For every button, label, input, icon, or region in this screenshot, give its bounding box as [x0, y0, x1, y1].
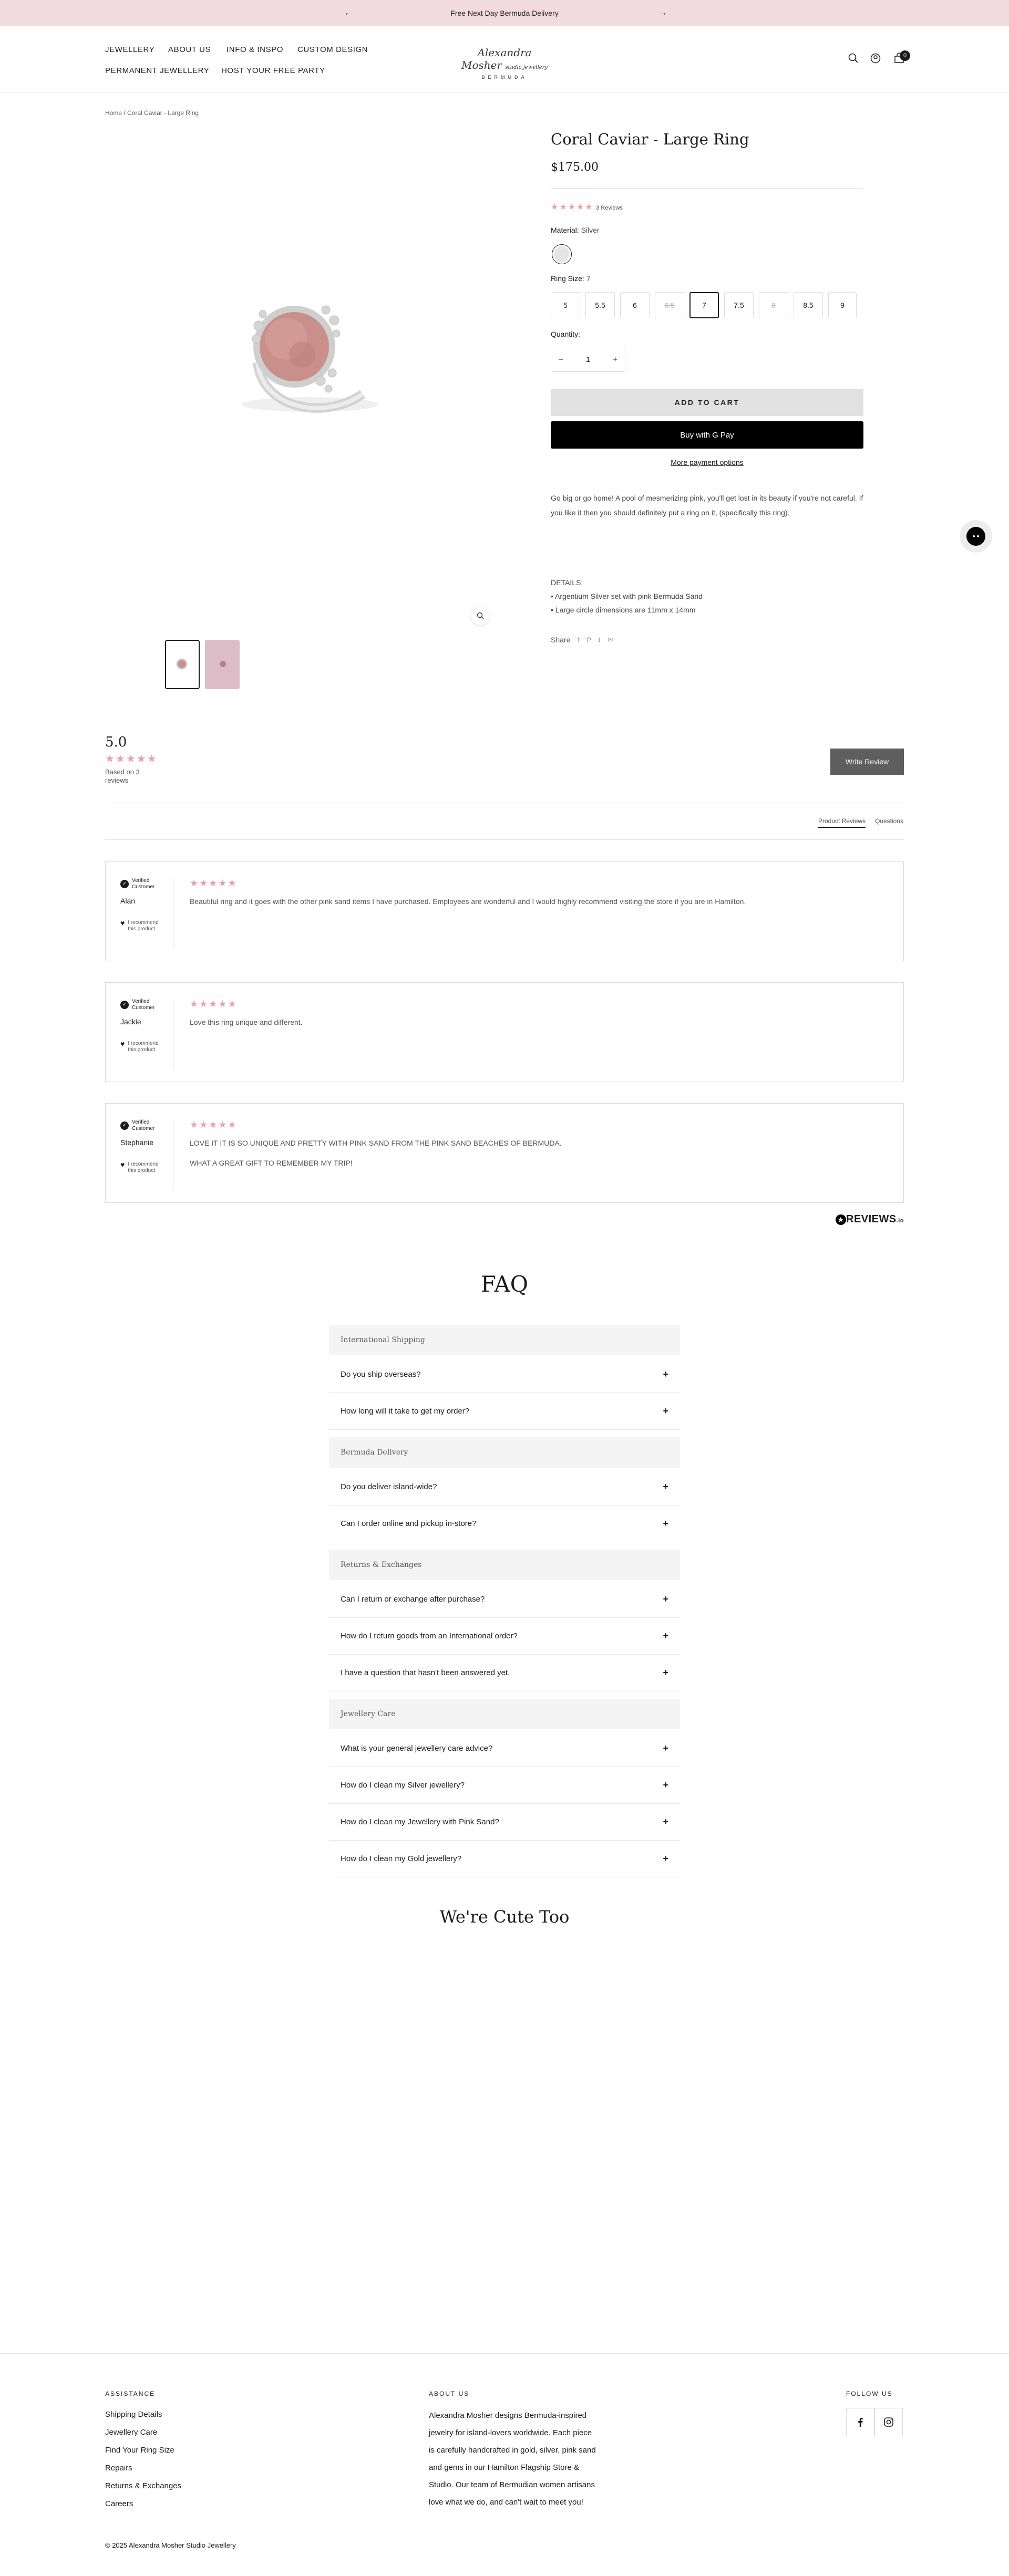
footer-assistance-heading: ASSISTANCE	[105, 2390, 156, 2397]
footer-copyright: © 2025 Alexandra Mosher Studio Jewellery	[105, 2541, 236, 2549]
nav-host-party[interactable]: HOST YOUR FREE PARTY	[221, 66, 325, 75]
review-average-stars: ★★★★★	[105, 753, 158, 765]
faq-question[interactable]: I have a question that hasn't been answered yet. +	[329, 1655, 680, 1691]
review-text: LOVE IT IT IS SO UNIQUE AND PRETTY WITH PINK SAND FROM THE PINK SAND BEACHES OF BERMUDA.	[190, 1139, 562, 1147]
announcement-bar	[0, 0, 1009, 26]
share-label: Share	[551, 636, 571, 644]
faq-question[interactable]: Can I order online and pickup in-store? +	[329, 1505, 680, 1542]
footer-about-heading: ABOUT US	[429, 2390, 470, 2397]
facebook-icon[interactable]	[846, 2408, 874, 2436]
nav-info-inspo[interactable]: INFO & INSPO	[226, 45, 284, 54]
gpay-logo: G Pay	[712, 430, 734, 440]
breadcrumb-current: Coral Caviar - Large Ring	[127, 109, 199, 117]
recommend-badge: ♥ I recommend this product	[120, 1040, 159, 1053]
footer-follow-heading: FOLLOW US	[846, 2390, 893, 2397]
plus-icon: +	[663, 1518, 668, 1529]
chat-icon	[966, 527, 985, 546]
footer-link[interactable]: Careers	[105, 2499, 133, 2508]
faq-category: Jewellery Care	[329, 1699, 680, 1729]
footer-about-text: Alexandra Mosher designs Bermuda-inspired jewelry for island-lovers worldwide. Each piece is carefully handcrafted in gold, silver, pink sand and gems in our Hamilton Flagship Store & Studio. Our team of Bermudian women artisans love what we do, and can't wait to meet you!	[429, 2411, 596, 2507]
search-icon[interactable]	[848, 53, 859, 64]
details-item: • Large circle dimensions are 11mm x 14mm	[551, 606, 696, 614]
faq-title: FAQ	[480, 1271, 529, 1297]
cart-count-badge: 0	[900, 50, 910, 61]
plus-icon: +	[663, 1743, 668, 1753]
size-option[interactable]: 6.5	[655, 292, 684, 318]
reviews-star-icon: ★	[836, 1214, 846, 1225]
nav-custom-design[interactable]: CUSTOM DESIGN	[297, 45, 368, 54]
quantity-stepper	[551, 347, 625, 372]
email-share-icon[interactable]: ✉	[608, 636, 613, 643]
material-value: Silver	[581, 226, 600, 234]
size-option[interactable]: 5	[551, 292, 580, 318]
footer-link[interactable]: Shipping Details	[105, 2410, 162, 2419]
reviewer-name: Stephanie	[120, 1138, 154, 1147]
plus-icon: +	[663, 1406, 668, 1416]
review-stars: ★★★★★	[190, 1119, 238, 1130]
add-to-cart-button[interactable]: ADD TO CART	[551, 389, 863, 416]
review-text: Love this ring unique and different.	[190, 1018, 303, 1026]
faq-question[interactable]: How long will it take to get my order? +	[329, 1393, 680, 1430]
product-title: Coral Caviar - Large Ring	[551, 130, 749, 148]
faq-question[interactable]: How do I clean my Gold jewellery? +	[329, 1841, 680, 1877]
heart-icon: ♥	[120, 1160, 125, 1169]
nav-permanent-jewellery[interactable]: PERMANENT JEWELLERY	[105, 66, 210, 75]
quantity-minus-button[interactable]: −	[559, 355, 563, 364]
gpay-prefix: Buy with	[680, 430, 710, 440]
breadcrumb-home[interactable]: Home	[105, 109, 122, 117]
recommend-badge: ♥ I recommend this product	[120, 1160, 159, 1173]
ring-size-value: 7	[586, 274, 591, 283]
plus-icon: +	[663, 1853, 668, 1864]
quantity-label: Quantity:	[551, 330, 581, 338]
plus-icon: +	[663, 1816, 668, 1827]
thumbnail-model-image	[205, 640, 240, 689]
pinterest-share-icon[interactable]: P	[586, 636, 591, 643]
thumbnail-1[interactable]	[165, 640, 200, 689]
tab-questions[interactable]: Questions	[875, 817, 904, 825]
announcement-next-button[interactable]: →	[660, 8, 667, 17]
verified-badge: ✓ Verified Customer	[120, 1119, 163, 1132]
size-option[interactable]: 5.5	[585, 292, 615, 318]
heart-icon: ♥	[120, 919, 125, 927]
site-logo[interactable]	[457, 46, 552, 78]
nav-about-us[interactable]: ABOUT US	[168, 45, 211, 54]
breadcrumb-separator: /	[123, 109, 126, 117]
account-icon[interactable]	[870, 53, 881, 64]
size-option[interactable]: 9	[828, 292, 857, 318]
footer-link[interactable]: Find Your Ring Size	[105, 2446, 174, 2455]
faq-question[interactable]: How do I return goods from an International order? +	[329, 1618, 680, 1655]
faq-question[interactable]: Do you deliver island-wide? +	[329, 1469, 680, 1505]
announcement-text: Free Next Day Bermuda Delivery	[450, 9, 559, 17]
price-divider	[551, 188, 863, 189]
announcement-prev-button[interactable]: ←	[344, 8, 352, 17]
review-average: 5.0	[105, 734, 127, 750]
faq-question[interactable]: Can I return or exchange after purchase? +	[329, 1581, 680, 1618]
faq-question[interactable]: How do I clean my Silver jewellery? +	[329, 1767, 680, 1804]
material-label: Material: Silver	[551, 226, 600, 234]
zoom-icon	[477, 612, 484, 619]
verified-badge: ✓ Verified Customer	[120, 999, 163, 1011]
check-icon: ✓	[120, 1121, 129, 1130]
reviews-io-logo[interactable]: ★ REVIEWS.io	[836, 1213, 904, 1225]
logo-script: Alexandra Mosher studio jewellery	[461, 46, 548, 71]
rating-stars: ★★★★★	[551, 203, 594, 212]
review-text: Beautiful ring and it goes with the other pink sand items I have purchased. Employees are wonderful and I would highly recommend visiting the store if you are in Hamilton.	[190, 897, 746, 906]
review-text-line2: WHAT A GREAT GIFT TO REMEMBER MY TRIP!	[190, 1159, 353, 1167]
quantity-value[interactable]: 1	[585, 355, 591, 364]
ring-size-label: Ring Size: 7	[551, 274, 591, 283]
review-card	[105, 861, 904, 961]
footer-link[interactable]: Repairs	[105, 2464, 132, 2473]
footer-link[interactable]: Jewellery Care	[105, 2428, 158, 2437]
twitter-share-icon[interactable]: t	[598, 636, 601, 643]
instagram-section-title: We're Cute Too	[439, 1907, 570, 1927]
breadcrumb	[105, 109, 199, 117]
product-description: Go big or go home! A pool of mesmerizing pink, you'll get lost in its beauty if you're not careful. If you like it then you should definitely put a ring on it, (specifically this ring).	[551, 494, 863, 517]
faq-category: Returns & Exchanges	[329, 1550, 680, 1580]
reviewer-name: Alan	[120, 897, 136, 905]
tabs-divider	[105, 839, 904, 840]
plus-icon: +	[663, 1667, 668, 1678]
plus-icon: +	[663, 1630, 668, 1641]
faq-question[interactable]: Do you ship overseas? +	[329, 1356, 680, 1393]
plus-icon: +	[663, 1369, 668, 1379]
plus-icon: +	[663, 1594, 668, 1604]
size-option-selected[interactable]: 7	[689, 292, 719, 318]
plus-icon: +	[663, 1481, 668, 1492]
plus-icon: +	[663, 1780, 668, 1790]
heart-icon: ♥	[120, 1040, 125, 1048]
reviews-count: 3 Reviews	[596, 205, 623, 211]
check-icon: ✓	[120, 880, 129, 888]
share-bar	[551, 636, 613, 644]
details-item: • Argentium Silver set with pink Bermuda Sand	[551, 592, 703, 600]
details-label: DETAILS:	[551, 578, 583, 587]
facebook-share-icon[interactable]: f	[578, 636, 580, 643]
review-card	[105, 1103, 904, 1203]
verified-badge: ✓ Verified Customer	[120, 878, 163, 890]
footer-link[interactable]: Returns & Exchanges	[105, 2481, 182, 2490]
product-image	[194, 247, 415, 468]
faq-category: International Shipping	[329, 1325, 680, 1355]
recommend-badge: ♥ I recommend this product	[120, 919, 159, 932]
google-pay-button[interactable]	[551, 421, 863, 449]
size-option[interactable]: 6	[620, 292, 650, 318]
logo-sub: BERMUDA	[481, 75, 528, 80]
size-option[interactable]: 8.5	[794, 292, 823, 318]
size-option[interactable]: 7.5	[724, 292, 754, 318]
reviewer-name: Jackie	[120, 1017, 141, 1026]
material-swatch-silver[interactable]	[552, 244, 572, 264]
faq-question[interactable]: How do I clean my Jewellery with Pink Sand? +	[329, 1804, 680, 1841]
product-details	[551, 576, 866, 617]
nav-jewellery[interactable]: JEWELLERY	[105, 45, 155, 54]
footer-divider	[0, 2353, 1009, 2354]
review-based-on: Based on 3 reviews	[105, 768, 140, 784]
product-price: $175.00	[551, 161, 599, 174]
review-stars: ★★★★★	[190, 878, 238, 888]
chat-widget-button[interactable]	[960, 520, 992, 553]
write-review-button[interactable]: Write Review	[830, 749, 904, 775]
faq-question[interactable]: What is your general jewellery care advice? +	[329, 1730, 680, 1767]
check-icon: ✓	[120, 1001, 129, 1009]
size-option[interactable]: 8	[759, 292, 788, 318]
quantity-plus-button[interactable]: +	[613, 355, 617, 364]
faq-category: Bermuda Delivery	[329, 1437, 680, 1468]
more-payment-options-link[interactable]: More payment options	[671, 458, 744, 466]
thumbnail-ring-image	[166, 641, 199, 688]
zoom-button[interactable]	[471, 606, 490, 625]
instagram-icon[interactable]	[874, 2408, 903, 2436]
review-stars: ★★★★★	[190, 999, 238, 1009]
review-card	[105, 982, 904, 1082]
product-rating[interactable]	[551, 202, 623, 212]
tab-product-reviews[interactable]: Product Reviews	[818, 817, 866, 828]
thumbnail-2[interactable]	[205, 640, 240, 689]
